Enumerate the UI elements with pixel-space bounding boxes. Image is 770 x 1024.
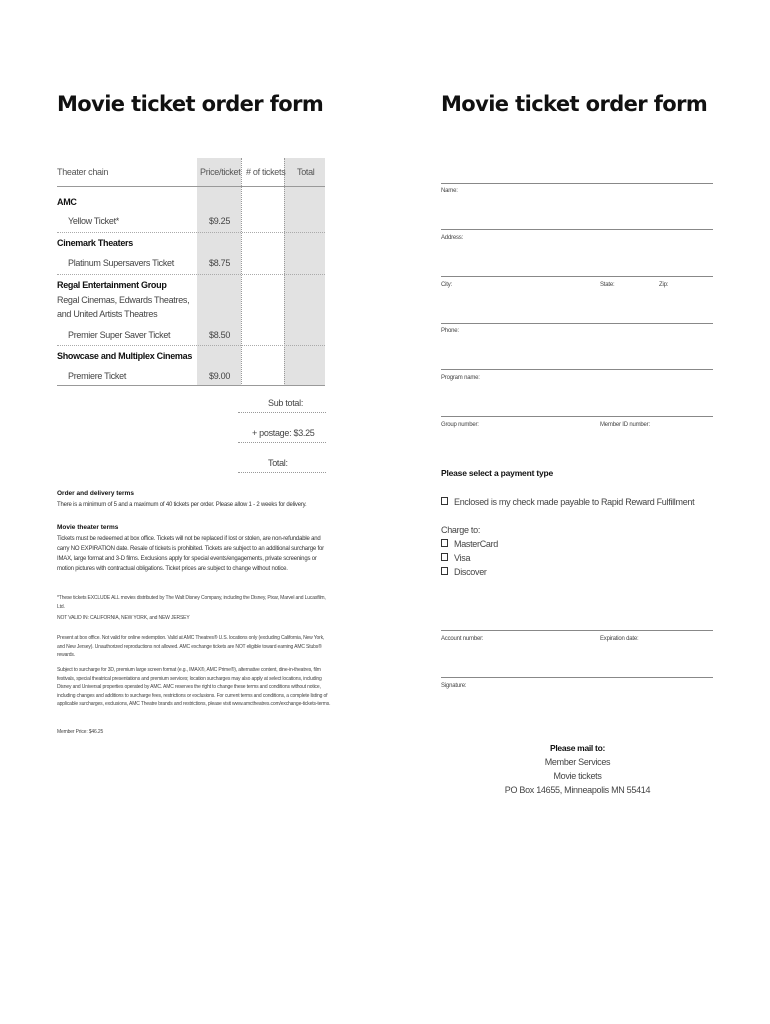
account-number-field[interactable]: Account number: [441,636,484,642]
total-column-shade [284,158,325,386]
name-field[interactable]: Name: [441,188,458,194]
checkbox-icon[interactable] [441,553,448,561]
header-price: Price/ticket [200,167,241,177]
program-name-field[interactable]: Program name: [441,375,480,381]
ticket-order-table: Theater chain Price/ticket # of tickets Total AMC Yellow Ticket* $9.25 Cinemark Theaters Platinum Supersavers Ticket $8.75 Regal Entertainment Group Regal Cinemas, Edwards Theatres, and United Artists Theatres Premier Super Saver Ticket $8.50 Showcase and Multiplex Cinemas Premiere Ticket $9.00 [57,158,325,386]
disney-exclusion-note: *These tickets EXCLUDE ALL movies distributed by The Walt Disney Company, including the Disney, Pixar, Marvel and Lucasfilm, Ltd. [57,595,326,610]
redemption-note: Present at box office. Not valid for online redemption. Valid at AMC Theatres® U.S. locations only (excluding California, New York, and New Jersey). Unauthorized reproductions not allowed. AMC exchange tickets are NOT eligible toward earning AMC Stubs® rewards. [57,635,325,658]
visa-option[interactable]: Visa [441,553,470,563]
header-count: # of tickets [246,167,286,177]
right-form-title: Movie ticket order form [441,92,708,116]
expiration-date-field[interactable]: Expiration date: [600,636,639,642]
discover-option[interactable]: Discover [441,567,487,577]
mail-line-3: PO Box 14655, Minneapolis MN 55414 [504,785,651,795]
group-number-field[interactable]: Group number: [441,422,479,428]
price-column-shade [197,158,241,386]
subtotal-row[interactable]: Sub total: [238,398,326,413]
mail-line-1: Member Services [544,757,611,767]
check-option[interactable]: Enclosed is my check made payable to Rapid Reward Fulfillment [441,497,694,507]
state-field[interactable]: State: [600,282,615,288]
regal-description-2: and United Artists Theatres [57,309,158,319]
header-total: Total [297,167,315,177]
member-id-field[interactable]: Member ID number: [600,422,650,428]
signature-field[interactable]: Signature: [441,683,467,689]
mail-heading: Please mail to: [549,743,606,753]
charge-to-label: Charge to: [441,525,481,535]
total-row[interactable]: Total: [238,458,326,473]
zip-field[interactable]: Zip: [659,282,669,288]
mail-line-2: Movie tickets [553,771,602,781]
left-form-title: Movie ticket order form [57,92,324,116]
checkbox-icon[interactable] [441,567,448,575]
not-valid-states-note: NOT VALID IN: CALIFORNIA, NEW YORK, and NEW JERSEY [57,615,190,621]
mastercard-option[interactable]: MasterCard [441,539,498,549]
postage-row: + postage: $3.25 [238,428,326,443]
theater-terms-heading: Movie theater terms [57,524,119,531]
city-field[interactable]: City: [441,282,453,288]
address-field[interactable]: Address: [441,235,464,241]
order-terms-heading: Order and delivery terms [57,490,134,497]
order-terms-text: There is a minimum of 5 and a maximum of 40 tickets per order. Please allow 1 - 2 weeks for delivery. [57,502,307,508]
member-price: Member Price: $46.25 [57,729,104,735]
phone-field[interactable]: Phone: [441,328,459,334]
payment-heading: Please select a payment type [441,468,554,478]
checkbox-icon[interactable] [441,539,448,547]
surcharge-note: Subject to surcharge for 3D, premium large screen format (e.g., IMAX®, AMC Prime®), alternative content, dine-in-theatres, film festivals, special theatrical presentations and premium services; location surcharges may also apply at select locations, including Disney and Universal properties operated by AMC. AMC reserves the right to change these terms and conditions without notice, including changes and additions to surcharge fees, restrictions or exclusions. For current terms and conditions, a complete listing of applicable surcharges, exclusions, AMC Theatre brands and restrictions, please visit www.amctheatres.com/exchange-tickets-terms. [57,667,331,707]
checkbox-icon[interactable] [441,497,448,505]
table-header [57,158,325,187]
theater-terms-text: Tickets must be redeemed at box office. Tickets will not be replaced if lost or stolen, are non-refundable and carry NO EXPIRATION date. Resale of tickets is prohibited. Tickets are subject to an additional surcharge for IMAX, large format and 3-D films. Exclusions apply for special events/engagements, private screenings or motion pictures with contractual obligations. Ticket prices are subject to change without notice. [57,536,324,572]
regal-description-1: Regal Cinemas, Edwards Theatres, [57,295,190,305]
header-theater-chain: Theater chain [57,167,109,177]
